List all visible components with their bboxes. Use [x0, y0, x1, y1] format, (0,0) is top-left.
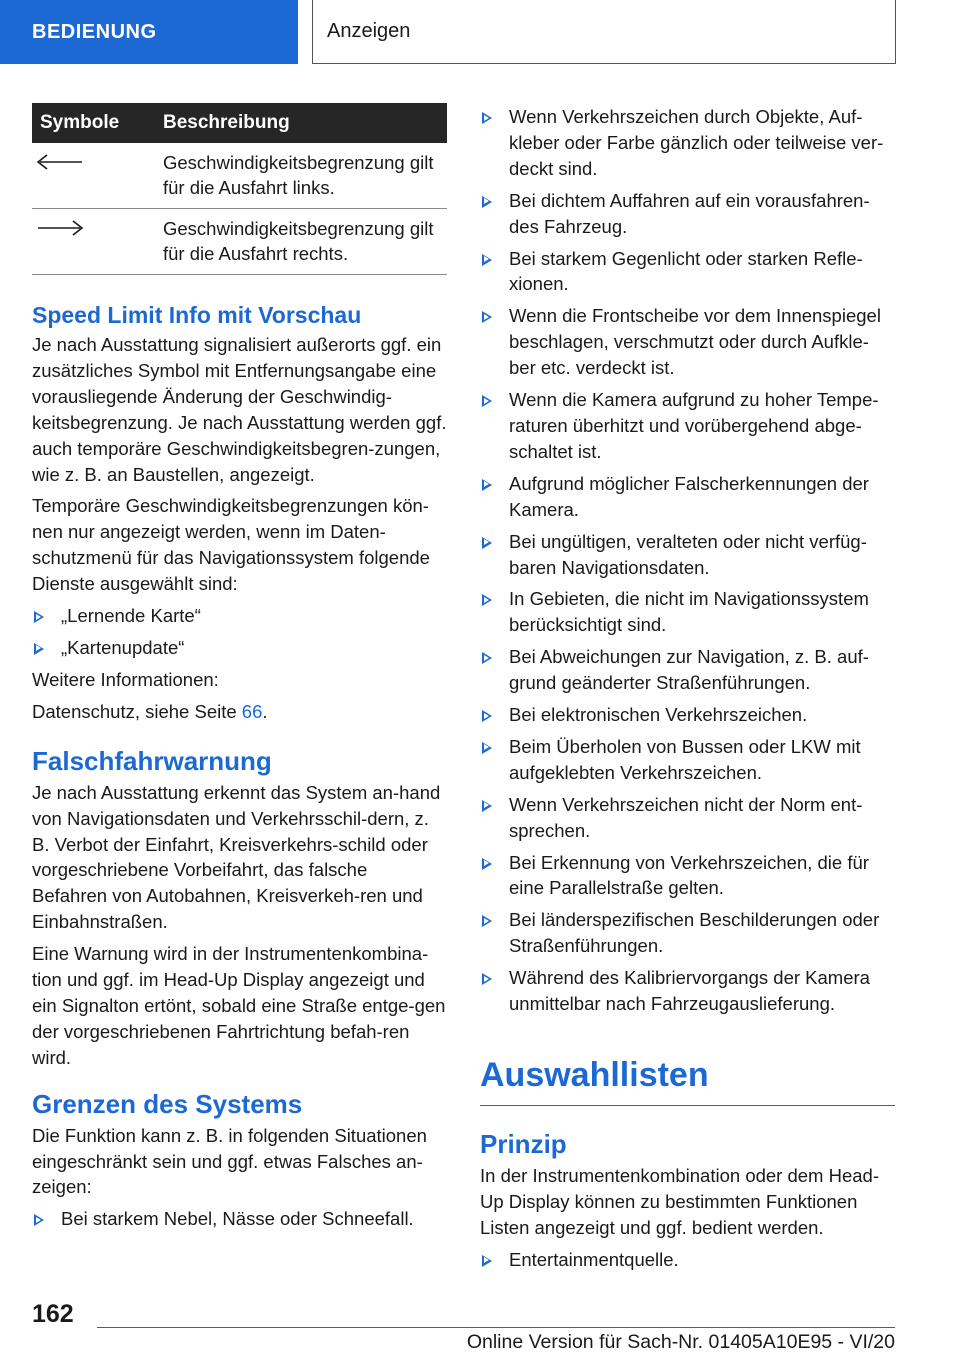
bullet-triangle-icon — [482, 311, 492, 323]
wrong-way-warning-paragraph: Eine Warnung wird in der Instrumentenkombina-tion und ggf. im Head-Up Display angezeigt und ein Signalton ertönt, sobald eine Straße entge-gen der vorgeschriebenen Fahrtrichtung befah-ren wird. — [32, 943, 446, 1068]
bullet-triangle-icon — [482, 537, 492, 549]
system-limits-intro: Die Funktion kann z. B. in folgenden Situationen eingeschränkt sein und ggf. etwas Falsches an-zeigen: — [32, 1124, 427, 1198]
list-item: Bei Erkennung von Verkehrszeichen, die für eine Parallelstraße gelten. — [480, 850, 895, 902]
list-item: Wenn die Frontscheibe vor dem Innenspiegel beschlagen, verschmutzt oder durch Aufkle-ber etc. verdeckt ist. — [480, 303, 895, 381]
footer-divider — [97, 1327, 895, 1328]
bullet-triangle-icon — [482, 800, 492, 812]
table-row — [32, 209, 447, 275]
list-item: In Gebieten, die nicht im Navigationssystem berücksichtigt sind. — [480, 586, 895, 638]
page-number: 162 — [32, 1300, 74, 1328]
chapter-tab: BEDIENUNG — [0, 0, 298, 64]
list-item: Entertainmentquelle. — [480, 1247, 895, 1273]
more-info-label: Weitere Informationen: — [32, 668, 219, 690]
list-item: Wenn Verkehrszeichen durch Objekte, Auf-kleber oder Farbe gänzlich oder teilweise ver-deckt sind. — [480, 104, 895, 182]
bullet-triangle-icon — [482, 710, 492, 722]
list-item: Beim Überholen von Bussen oder LKW mit aufgeklebten Verkehrszeichen. — [480, 734, 895, 786]
principle-heading: Prinzip — [480, 1129, 567, 1159]
symbol-cell — [32, 143, 163, 209]
system-limits-list-left — [32, 1206, 447, 1232]
arrow-right-icon — [32, 218, 92, 238]
bullet-triangle-icon — [34, 643, 44, 655]
bullet-triangle-icon — [482, 196, 492, 208]
list-item: Bei elektronischen Verkehrszeichen. — [480, 702, 895, 728]
online-version-note: Online Version für Sach-Nr. 01405A10E95 - VI/20 — [466, 1331, 895, 1353]
bullet-triangle-icon — [482, 254, 492, 266]
speed-limit-temporary-paragraph: Temporäre Geschwindigkeitsbegrenzungen kön-nen nur angezeigt werden, wenn im Daten-schutzmenü für das Navigationssystem folgende Dienste ausgewählt sind: — [32, 495, 430, 595]
selection-lists-heading: Auswahllisten — [480, 1053, 895, 1106]
list-item: Aufgrund möglicher Falscherkennungen der Kamera. — [480, 471, 895, 523]
right-column — [480, 103, 895, 1279]
list-item: Bei starkem Gegenlicht oder starken Refle-xionen. — [480, 246, 895, 298]
selection-lists-bullets — [480, 1247, 895, 1273]
bullet-triangle-icon — [482, 1255, 492, 1267]
bullet-triangle-icon — [482, 112, 492, 124]
list-item: Während des Kalibriervorgangs der Kamera unmittelbar nach Fahrzeugauslieferung. — [480, 965, 895, 1017]
bullet-triangle-icon — [482, 858, 492, 870]
data-services-list — [32, 603, 447, 661]
symbol-description: Geschwindigkeitsbegrenzung gilt für die Ausfahrt rechts. — [163, 209, 447, 275]
wrong-way-paragraph: Je nach Ausstattung erkennt das System an-hand von Navigationsdaten und Verkehrsschil-dern, z. B. Verbot der Einfahrt, Kreisverkehrs-schild oder vorgeschriebene Vorbeifahrt, das falsche Befahren von Autobahnen, Kreisverkeh-ren und Einbahnstraßen. — [32, 781, 441, 933]
system-limits-list-right — [480, 104, 895, 1017]
bullet-triangle-icon — [482, 479, 492, 491]
list-item: Bei starkem Nebel, Nässe oder Schneefall. — [32, 1206, 447, 1232]
privacy-reference: Datenschutz, siehe Seite 66. — [32, 700, 268, 722]
list-item: Wenn Verkehrszeichen nicht der Norm ent-sprechen. — [480, 792, 895, 844]
bullet-triangle-icon — [482, 594, 492, 606]
symbol-table — [32, 103, 447, 275]
list-item: Wenn die Kamera aufgrund zu hoher Tempe-raturen überhitzt und vorübergehend abge-schaltet ist. — [480, 387, 895, 465]
bullet-triangle-icon — [482, 652, 492, 664]
speed-limit-info-heading: Speed Limit Info mit Vorschau — [32, 302, 362, 328]
list-item: Bei dichtem Auffahren auf ein vorausfahren-des Fahrzeug. — [480, 188, 895, 240]
list-item: Bei Abweichungen zur Navigation, z. B. auf-grund geänderter Straßenführungen. — [480, 644, 895, 696]
bullet-triangle-icon — [482, 742, 492, 754]
bullet-triangle-icon — [482, 395, 492, 407]
bullet-triangle-icon — [34, 611, 44, 623]
system-limits-heading: Grenzen des Systems — [32, 1088, 303, 1119]
list-item: „Lernende Karte“ — [32, 603, 447, 629]
left-column — [32, 103, 447, 1238]
list-item: Bei länderspezifischen Beschilderungen oder Straßenführungen. — [480, 907, 895, 959]
principle-paragraph: In der Instrumentenkombination oder dem Head-Up Display können zu bestimmten Funktionen Listen angezeigt und ggf. bedient werden. — [480, 1165, 879, 1238]
section-title: Anzeigen — [312, 0, 896, 64]
list-item: Bei ungültigen, veralteten oder nicht verfüg-baren Navigationsdaten. — [480, 529, 895, 581]
description-column-header: Beschreibung — [163, 103, 447, 143]
list-item: „Kartenupdate“ — [32, 635, 447, 661]
bullet-triangle-icon — [482, 915, 492, 927]
bullet-triangle-icon — [34, 1214, 44, 1226]
symbol-cell — [32, 209, 163, 275]
table-row — [32, 143, 447, 209]
bullet-triangle-icon — [482, 973, 492, 985]
page-link-66[interactable]: 66 — [241, 700, 263, 722]
symbol-column-header: Symbole — [32, 103, 163, 143]
arrow-left-icon — [32, 152, 92, 172]
speed-limit-info-paragraph: Je nach Ausstattung signalisiert außerorts ggf. ein zusätzliches Symbol mit Entfernungsangabe eine vorausliegende Änderung der Geschwindig-keitsbegrenzung. Je nach Ausstattung werden ggf. auch temporäre Geschwindigkeitsbegren-zungen, wie z. B. an Baustellen, angezeigt. — [32, 334, 447, 485]
wrong-way-warning-heading: Falschfahrwarnung — [32, 745, 272, 776]
symbol-description: Geschwindigkeitsbegrenzung gilt für die Ausfahrt links. — [163, 143, 447, 209]
